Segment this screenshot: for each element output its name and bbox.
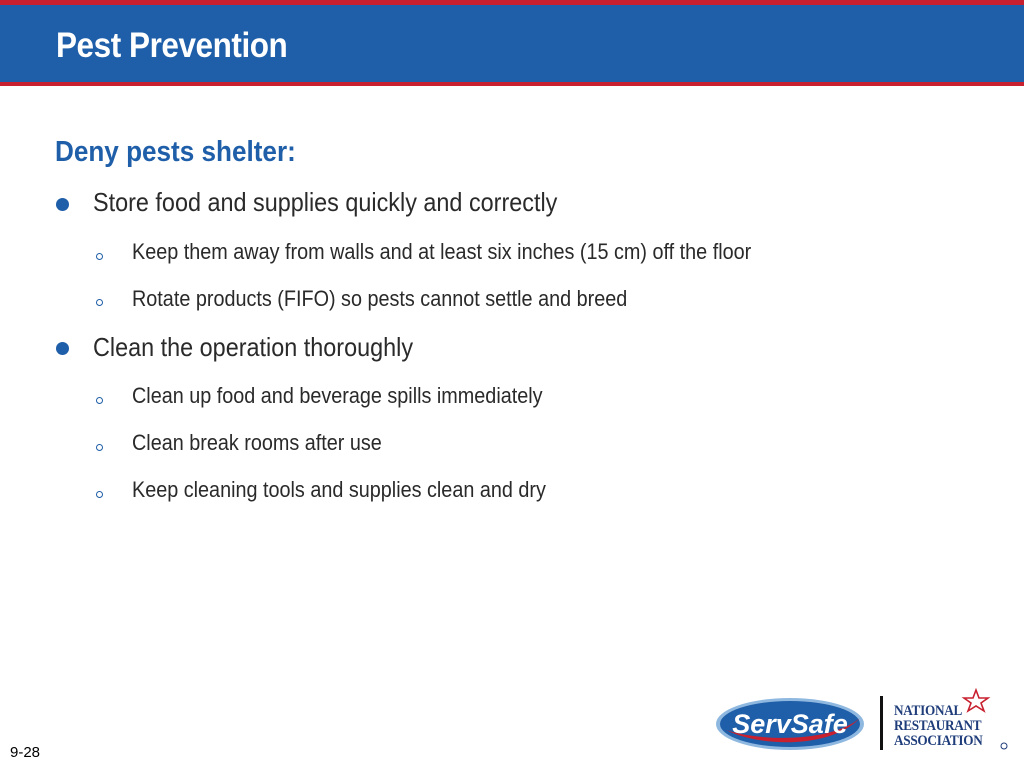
bullet-circle-icon: [96, 299, 103, 306]
sub-bullet-text: Rotate products (FIFO) so pests cannot settle and breed: [132, 286, 628, 311]
sub-bullet-text: Keep them away from walls and at least six inches (15 cm) off the floor: [132, 239, 752, 264]
servsafe-logo: [712, 690, 872, 754]
nra-line-2: RESTAURANT: [894, 718, 982, 734]
nra-line-1: NATIONAL: [894, 703, 963, 719]
logo-divider: [880, 696, 883, 750]
title-accent-stripe: [0, 82, 1024, 86]
nra-line-3: ASSOCIATION: [894, 733, 983, 749]
bullet-dot-icon: [56, 198, 69, 211]
sub-bullet-text: Keep cleaning tools and supplies clean and dry: [132, 477, 546, 502]
bullet-circle-icon: [96, 253, 103, 260]
sub-bullet-text: Clean break rooms after use: [132, 430, 382, 455]
slide-title: Pest Prevention: [56, 26, 288, 65]
bullet-circle-icon: [96, 444, 103, 451]
bullet-dot-icon: [56, 342, 69, 355]
bullet-circle-icon: [96, 397, 103, 404]
bullet-text: Clean the operation thoroughly: [93, 332, 414, 362]
bullet-circle-icon: [96, 491, 103, 498]
bullet-text: Store food and supplies quickly and correctly: [93, 187, 558, 217]
section-heading: Deny pests shelter:: [55, 136, 296, 168]
svg-text:ServSafe: ServSafe: [732, 709, 848, 739]
sub-bullet-text: Clean up food and beverage spills immediately: [132, 383, 543, 408]
slide-number: 9-28: [10, 744, 41, 761]
footer-logos: [712, 686, 1012, 756]
